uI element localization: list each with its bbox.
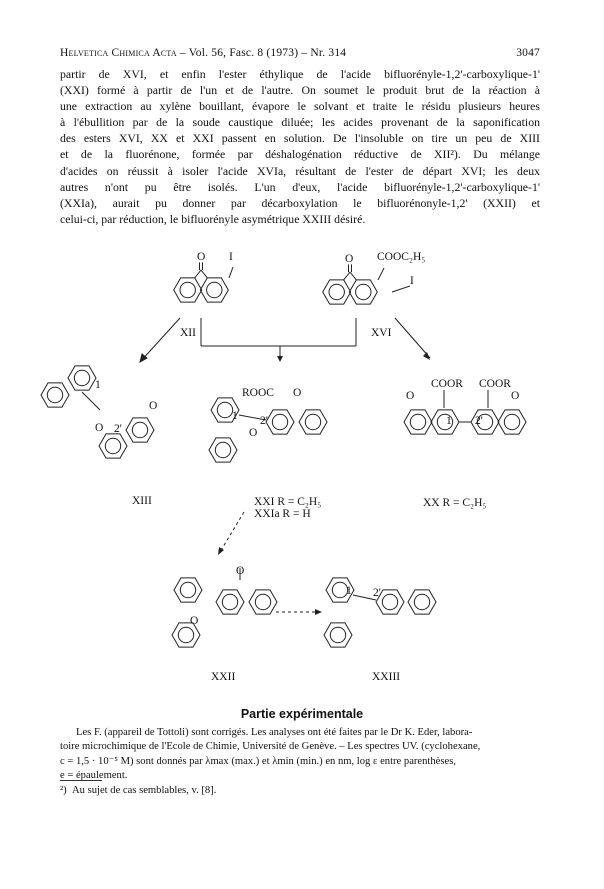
xxi-c-aromatic-circle: [272, 414, 287, 429]
experimental-line: e = épaulement.: [60, 769, 128, 781]
xvi-left-aromatic-circle: [329, 284, 344, 299]
iodine-label-xii: I: [229, 251, 233, 263]
arrow-xvi-xx: [395, 318, 430, 358]
arrow-xxi-xxii: [220, 512, 244, 552]
footnote: [60, 785, 216, 796]
body-line: partir de XVI, et enfin l'ester éthylique de l'acide bifluorényle-1,2'-carboxylique-1': [60, 67, 540, 81]
experimental-paragraph: [60, 726, 540, 783]
xxi-d-ring: [299, 410, 327, 434]
compound-label-xxiii: XXIII: [372, 671, 401, 683]
oxygen-label-xiii-bottom: O: [149, 400, 158, 412]
arrow-head-xxii: [218, 547, 224, 555]
ester-label-xvi: COOC₂H₅: [377, 251, 426, 263]
xxii-d-ring: [249, 590, 277, 614]
body-line: à l'ébullition par de la soude caustique diluée; les acides provenant de la saponification: [60, 115, 540, 130]
compound-label-xii: XII: [180, 327, 196, 339]
oxygen-label-xx-right: O: [511, 390, 520, 402]
experimental-line: toire microchimique de l'Ecole de Chimie, Université de Genève. – Les spectres UV. (cyclohexane,: [60, 741, 481, 753]
arrow-head-xx: [423, 352, 430, 360]
xxi-b-ring: [209, 438, 237, 462]
xiii-b-ring: [68, 366, 96, 390]
xxii-c-ring: [216, 590, 244, 614]
oxygen-label-xiii-top: O: [95, 422, 104, 434]
xxiii-c-aromatic-circle: [382, 594, 397, 609]
locant-2p-xiii: 2': [114, 423, 122, 435]
xii-right-ring: [200, 278, 228, 302]
xx-d-ring: [498, 410, 526, 434]
xvi-right-ring: [349, 280, 377, 304]
xvi-left-ring: [323, 280, 351, 304]
coor-label-xx-left: COOR: [431, 378, 463, 390]
oxygen-label-xii: O: [197, 251, 206, 263]
body-line: une extraction au xylène bouillant, évapore le solvant et traite le résidu plusieurs heures: [60, 99, 540, 114]
experimental-line: Les F. (appareil de Tottoli) sont corrigés. Les analyses ont été faites par le Dr K. Eder, labora-: [76, 727, 473, 738]
locant-2p-xx: 2': [475, 415, 483, 427]
locant-1-xiii: 1: [95, 379, 101, 391]
xiii-b-aromatic-circle: [74, 370, 89, 385]
xx-b-ring: [431, 410, 459, 434]
xvi-ester-bond: [378, 268, 384, 280]
oxygen-label-xx-left: O: [406, 390, 415, 402]
xii-iodine-bond: [229, 267, 233, 278]
xxi-d-aromatic-circle: [305, 414, 320, 429]
xxii-a-aromatic-circle: [180, 582, 195, 597]
oxygen-label-xxi-bottom: O: [249, 427, 258, 439]
xiii-a-aromatic-circle: [47, 387, 62, 402]
xxiii-d-ring: [408, 590, 436, 614]
arrow-head-xxi: [277, 356, 283, 362]
xvi-right-aromatic-circle: [356, 284, 371, 299]
xxii-b-aromatic-circle: [178, 627, 193, 642]
compound-label-xvi: XVI: [371, 327, 392, 339]
body-paragraph: [60, 66, 540, 227]
xxii-a-ring: [174, 578, 202, 602]
rooc-label-xxi: ROOC: [242, 387, 274, 399]
oxygen-label-xxii-top: O: [236, 565, 245, 577]
xii-left-ring: [174, 278, 202, 302]
body-line: (XXIa), aurait pu donner par décarboxylation le bifluorénonyle-1,2' (XXII) et: [60, 195, 540, 210]
xxiii-b-ring: [324, 623, 352, 647]
compound-label-xxi: XXI R = C₂H₅: [254, 496, 322, 508]
compound-label-xxia: XXIa R = H: [254, 508, 311, 520]
xxiii-d-aromatic-circle: [414, 594, 429, 609]
locant-1-xxi: 1: [232, 410, 238, 422]
experimental-line: c = 1,5 · 10⁻⁵ M) sont donnés par λmax (max.) et λmin (min.) en nm, log ε entre parenthèses,: [60, 755, 456, 767]
body-line: (XXI) formé à partir de l'un et de l'autre. On soumet le produit brut de la réaction à: [60, 83, 540, 98]
oxygen-label-xxii-bottom: O: [190, 615, 199, 627]
xiii-a-ring: [41, 383, 69, 407]
xvi-five-ring: [344, 272, 357, 280]
section-heading: Partie expérimentale: [240, 707, 364, 721]
locant-2p-xxi: 2': [260, 415, 268, 427]
page-number: 3047: [516, 47, 540, 59]
compound-label-xxii: XXII: [211, 671, 236, 683]
xiii-d-ring: [126, 418, 154, 442]
xii-five-ring: [195, 270, 208, 278]
iodine-label-xvi: I: [410, 275, 414, 287]
locant-2p-xxiii: 2': [373, 587, 381, 599]
body-line: et de la fluorénone, formée par déshalogénation réductive de XII²). Du mélange: [60, 147, 540, 162]
footnote-text: Au sujet de cas semblables, v. [8].: [72, 785, 217, 796]
compound-label-xiii: XIII: [132, 495, 152, 507]
xx-d-aromatic-circle: [504, 414, 519, 429]
xiii-c-ring: [99, 434, 127, 458]
arrow-xii-xiii: [140, 318, 180, 362]
xvi-iodine-bond: [392, 286, 410, 292]
xii-right-aromatic-circle: [207, 282, 222, 297]
body-line: autres n'ont pu être isolés. L'un d'eux, l'acide bifluorényle-1,2'-carboxylique-1': [60, 179, 540, 194]
locant-1-xx: 1: [446, 415, 452, 427]
body-line: des esters XVI, XX et XXI passent en solution. De l'insoluble on tire un peu de XIII: [60, 131, 540, 146]
body-line: celui-ci, par réduction, le bifluorényle asymétrique XXIII désiré.: [60, 211, 366, 226]
running-header: [60, 47, 540, 59]
oxygen-label-xxi-top: O: [293, 387, 302, 399]
journal-name: Helvetica Chimica Acta: [60, 47, 177, 59]
xii-left-aromatic-circle: [180, 282, 195, 297]
xx-a-ring: [404, 410, 432, 434]
xxi-b-aromatic-circle: [215, 442, 230, 457]
footnote-marker: ²): [60, 785, 67, 796]
body-line: d'acides on réussit à isoler l'acide XVIa, résultant de l'ester de départ XVI; les deux: [60, 163, 540, 178]
compound-label-xx: XX R = C₂H₅: [423, 497, 487, 509]
reaction-scheme-drawing: [0, 250, 604, 690]
xx-a-aromatic-circle: [410, 414, 425, 429]
arrow-head-xxiii: [315, 609, 322, 615]
xxiii-b-aromatic-circle: [330, 627, 345, 642]
locant-1-xxiii: 1: [346, 585, 352, 597]
xxi-a-aromatic-circle: [217, 402, 232, 417]
footnote-rule: [60, 780, 102, 781]
xxi-c-ring: [266, 410, 294, 434]
oxygen-label-xvi: O: [345, 253, 354, 265]
issue-info: – Vol. 56, Fasc. 8 (1973) – Nr. 314: [176, 47, 347, 59]
xiii-c-aromatic-circle: [105, 438, 120, 453]
xiii-link: [82, 392, 100, 410]
xxii-c-aromatic-circle: [222, 594, 237, 609]
running-header-left: [60, 47, 346, 59]
xxii-d-aromatic-circle: [255, 594, 270, 609]
reaction-scheme: [0, 250, 604, 690]
xiii-d-aromatic-circle: [132, 422, 147, 437]
coor-label-xx-right: COOR: [479, 378, 511, 390]
